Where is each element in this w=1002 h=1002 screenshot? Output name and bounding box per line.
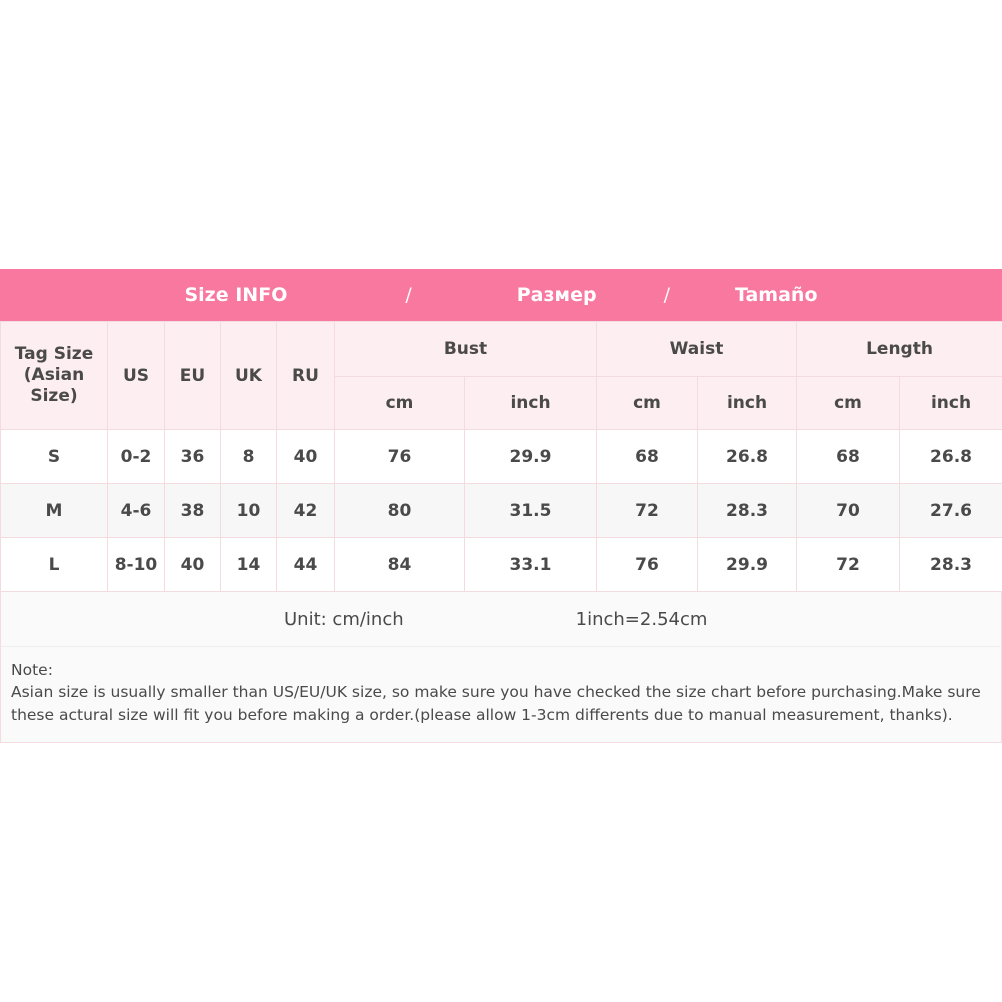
tag-size-line1: Tag Size: [14, 343, 94, 364]
size-table: [0, 321, 1002, 592]
cell-length-inch: 26.8: [900, 430, 1002, 484]
cell-length-cm: 70: [797, 484, 900, 538]
unit-row: [0, 592, 1002, 647]
cell-uk: 10: [221, 484, 277, 538]
note-label: Note:: [11, 661, 53, 679]
cell-length-inch: 28.3: [900, 538, 1002, 592]
title-label-ru: Размер: [516, 284, 597, 306]
title-label-en: Size INFO: [184, 284, 288, 306]
conversion-text: 1inch=2.54cm: [575, 608, 708, 630]
cell-bust-inch: 33.1: [465, 538, 597, 592]
note-block: [0, 647, 1002, 743]
cell-eu: 40: [165, 538, 221, 592]
cell-waist-cm: 76: [597, 538, 698, 592]
cell-bust-cm: 76: [335, 430, 465, 484]
unit-header-length-inch: inch: [900, 377, 1002, 430]
cell-eu: 36: [165, 430, 221, 484]
column-header-waist: Waist: [597, 322, 797, 377]
column-header-us: US: [108, 322, 165, 430]
column-header-uk: UK: [221, 322, 277, 430]
table-row: [1, 484, 1002, 538]
size-chart: [0, 269, 1002, 743]
column-header-eu: EU: [165, 322, 221, 430]
column-header-length: Length: [797, 322, 1002, 377]
cell-uk: 8: [221, 430, 277, 484]
unit-header-bust-inch: inch: [465, 377, 597, 430]
cell-waist-cm: 68: [597, 430, 698, 484]
title-separator-1: /: [405, 284, 412, 306]
size-info-title-bar: [0, 269, 1002, 321]
cell-tag: M: [1, 484, 108, 538]
unit-header-waist-cm: cm: [597, 377, 698, 430]
note-body: Asian size is usually smaller than US/EU/UK size, so make sure you have checked the size chart before purchasing.Make sure these actural size will fit you before making a order.(please allow 1-3cm differents due to manual measurement, thanks).: [11, 683, 981, 724]
cell-ru: 42: [277, 484, 335, 538]
tag-size-line2: (Asian Size): [23, 364, 85, 407]
cell-bust-cm: 84: [335, 538, 465, 592]
cell-length-inch: 27.6: [900, 484, 1002, 538]
unit-header-length-cm: cm: [797, 377, 900, 430]
unit-header-waist-inch: inch: [698, 377, 797, 430]
cell-bust-inch: 29.9: [465, 430, 597, 484]
cell-us: 4-6: [108, 484, 165, 538]
cell-eu: 38: [165, 484, 221, 538]
cell-us: 8-10: [108, 538, 165, 592]
title-separator-2: /: [663, 284, 670, 306]
cell-tag: S: [1, 430, 108, 484]
unit-header-bust-cm: cm: [335, 377, 465, 430]
cell-waist-inch: 29.9: [698, 538, 797, 592]
column-header-ru: RU: [277, 322, 335, 430]
cell-waist-inch: 28.3: [698, 484, 797, 538]
cell-tag: L: [1, 538, 108, 592]
cell-length-cm: 72: [797, 538, 900, 592]
cell-us: 0-2: [108, 430, 165, 484]
cell-bust-cm: 80: [335, 484, 465, 538]
cell-ru: 40: [277, 430, 335, 484]
cell-uk: 14: [221, 538, 277, 592]
column-header-tag-size: [1, 322, 108, 430]
title-label-es: Tamaño: [734, 284, 818, 306]
table-row: [1, 538, 1002, 592]
cell-waist-inch: 26.8: [698, 430, 797, 484]
column-header-bust: Bust: [335, 322, 597, 377]
table-header-row-groups: [1, 322, 1002, 377]
cell-waist-cm: 72: [597, 484, 698, 538]
cell-length-cm: 68: [797, 430, 900, 484]
cell-bust-inch: 31.5: [465, 484, 597, 538]
unit-text: Unit: cm/inch: [284, 608, 404, 630]
cell-ru: 44: [277, 538, 335, 592]
table-row: [1, 430, 1002, 484]
